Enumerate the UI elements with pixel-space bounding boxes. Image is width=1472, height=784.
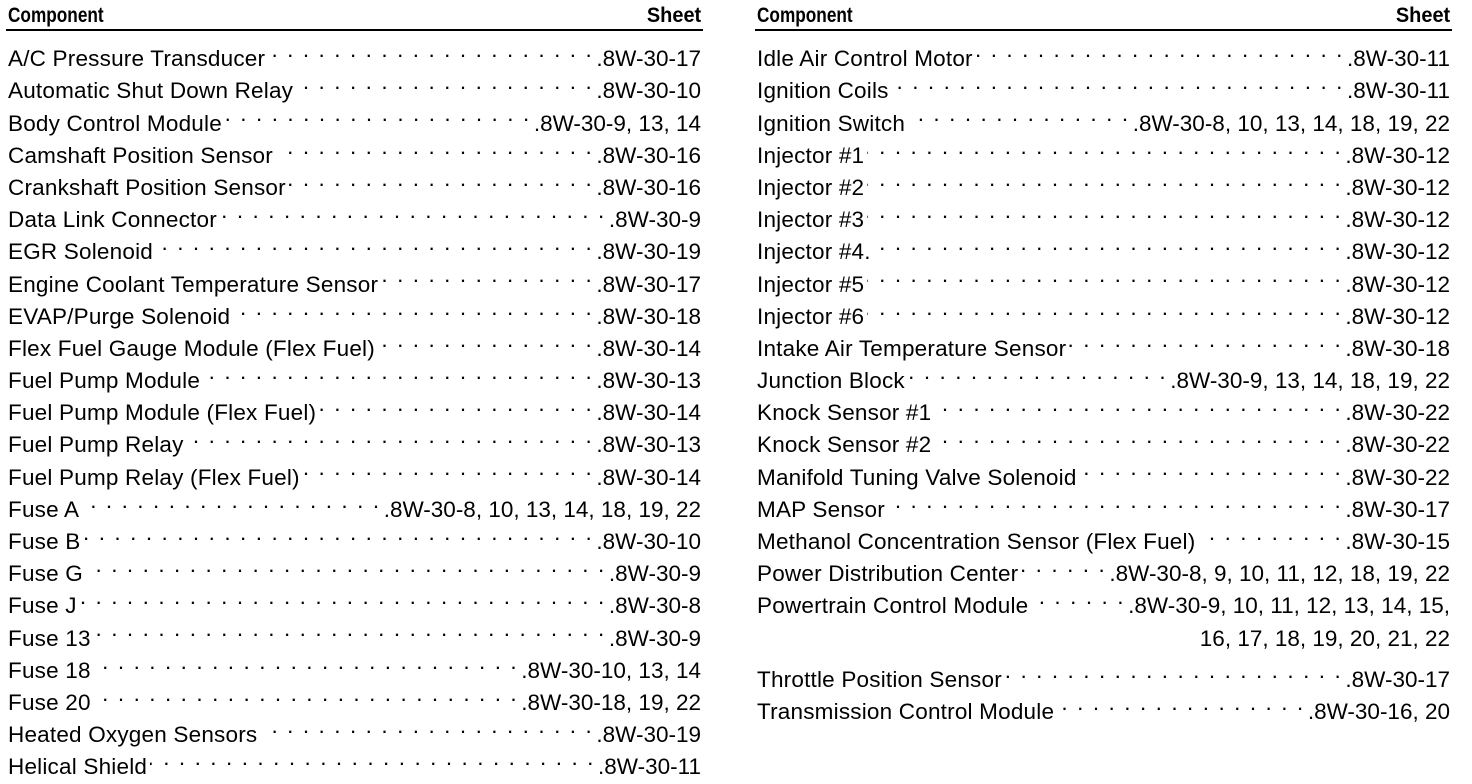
component-name: EGR Solenoid	[8, 239, 153, 265]
dot-leader	[296, 66, 593, 98]
sheet-reference: .8W-30-12	[1345, 239, 1450, 265]
component-name: Body Control Module	[8, 110, 222, 136]
component-name: Fuse A	[8, 496, 80, 522]
component-name: Heated Oxygen Sensors	[8, 722, 258, 748]
left-column-header	[6, 0, 703, 31]
dot-leader	[83, 517, 593, 549]
sheet-reference: .8W-30-17	[1345, 496, 1450, 522]
sheet-reference: .8W-30-22	[1345, 432, 1450, 458]
sheet-reference: .8W-30-13	[596, 432, 701, 458]
component-heading: Component	[8, 4, 104, 27]
dot-leader	[1069, 324, 1342, 356]
right-column-header	[755, 0, 1452, 31]
sheet-reference: .8W-30-16	[596, 142, 701, 168]
dot-leader	[1057, 687, 1305, 719]
component-name: Intake Air Temperature Sensor	[757, 335, 1067, 361]
sheet-reference: .8W-30-19	[596, 722, 701, 748]
dot-leader	[233, 292, 593, 324]
component-name: Injector #3	[757, 207, 865, 233]
sheet-reference: .8W-30-17	[596, 46, 701, 72]
sheet-reference: .8W-30-19	[596, 239, 701, 265]
component-name: Fuse G	[8, 561, 83, 587]
dot-leader	[867, 163, 1342, 195]
component-name: Injector #4.	[757, 239, 871, 265]
index-row	[755, 34, 1452, 72]
index-row	[755, 581, 1452, 655]
index-row	[755, 655, 1452, 692]
sheet-reference: .8W-30-18, 19, 22	[521, 689, 701, 715]
sheet-reference: .8W-30-17	[596, 271, 701, 297]
sheet-reference: .8W-30-9, 13, 14, 18, 19, 22	[1170, 368, 1450, 394]
component-name: Fuse 20	[8, 689, 91, 715]
sheet-reference: .8W-30-13	[596, 368, 701, 394]
dot-leader	[260, 710, 593, 742]
dot-leader	[1005, 655, 1342, 687]
dot-leader	[94, 646, 519, 678]
dot-leader	[934, 420, 1342, 452]
dot-leader	[1080, 452, 1343, 484]
sheet-reference: .8W-30-10, 13, 14	[521, 657, 701, 683]
sheet-reference: .8W-30-12	[1345, 142, 1450, 168]
dot-leader	[867, 131, 1342, 163]
index-row	[6, 549, 703, 587]
component-name: Fuel Pump Relay	[8, 432, 184, 458]
dot-leader	[892, 66, 1344, 98]
dot-leader	[1198, 517, 1342, 549]
dot-leader	[874, 227, 1343, 259]
component-name: Manifold Tuning Valve Solenoid	[757, 464, 1077, 490]
sheet-reference: .8W-30-14	[596, 400, 701, 426]
component-name: MAP Sensor	[757, 496, 885, 522]
dot-leader	[94, 678, 519, 710]
sheet-reference: .8W-30-8, 10, 13, 14, 18, 19, 22	[1132, 110, 1450, 136]
dot-leader	[976, 34, 1344, 66]
component-name: Injector #6	[757, 303, 865, 329]
dot-leader	[289, 163, 594, 195]
dot-leader	[867, 292, 1342, 324]
dot-leader	[303, 452, 594, 484]
component-name: Camshaft Position Sensor	[8, 142, 273, 168]
component-name: Transmission Control Module	[757, 699, 1055, 725]
sheet-heading: Sheet	[1395, 4, 1450, 27]
sheet-reference: .8W-30-10	[596, 78, 701, 104]
sheet-reference: .8W-30-8, 9, 10, 11, 12, 18, 19, 22	[1109, 561, 1450, 587]
sheet-reference: .8W-30-12	[1345, 271, 1450, 297]
dot-leader	[220, 195, 606, 227]
component-name: Powertrain Control Module	[757, 593, 1029, 619]
sheet-reference: .8W-30-11	[598, 754, 701, 780]
component-name: Fuse 13	[8, 625, 91, 651]
sheet-reference: .8W-30-9	[608, 625, 701, 651]
component-name: Idle Air Control Motor	[757, 46, 973, 72]
component-name: Power Distribution Center	[757, 561, 1019, 587]
sheet-reference: .8W-30-17	[1345, 666, 1450, 692]
dot-leader	[94, 613, 606, 645]
sheet-reference: .8W-30-9	[608, 207, 701, 233]
dot-leader	[150, 742, 595, 774]
component-name: Fuel Pump Module (Flex Fuel)	[8, 400, 317, 426]
component-name: Junction Block	[757, 368, 905, 394]
dot-leader	[1021, 549, 1106, 581]
dot-leader	[908, 98, 1130, 130]
component-name: Flex Fuel Gauge Module (Flex Fuel)	[8, 335, 375, 361]
index-row	[6, 34, 703, 72]
sheet-reference: .8W-30-22	[1345, 464, 1450, 490]
dot-leader	[888, 485, 1342, 517]
component-name: Fuse 18	[8, 657, 91, 683]
right-column	[755, 0, 1452, 725]
component-name: Methanol Concentration Sensor (Flex Fuel)	[757, 529, 1196, 554]
sheet-reference: .8W-30-12	[1345, 303, 1450, 329]
dot-leader	[86, 549, 606, 581]
sheet-reference: .8W-30-9, 10, 11, 12, 13, 14, 15,	[1128, 593, 1450, 619]
dot-leader	[225, 98, 531, 130]
sheet-reference: .8W-30-8	[608, 593, 701, 619]
sheet-reference: .8W-30-11	[1347, 78, 1450, 104]
dot-leader	[203, 356, 593, 388]
sheet-reference: .8W-30-9, 13, 14	[533, 110, 701, 136]
sheet-reference: .8W-30-15	[1345, 529, 1450, 554]
sheet-reference: .8W-30-12	[1345, 174, 1450, 200]
component-name: Injector #2	[757, 174, 865, 200]
sheet-heading: Sheet	[646, 4, 701, 27]
dot-leader	[1031, 581, 1125, 613]
sheet-reference: .8W-30-11	[1347, 46, 1450, 72]
dot-leader	[80, 581, 606, 613]
component-name: Fuse J	[8, 593, 77, 619]
dot-leader	[378, 324, 593, 356]
component-name: Fuel Pump Relay (Flex Fuel)	[8, 464, 300, 490]
sheet-reference: .8W-30-22	[1345, 400, 1450, 426]
sheet-reference-continued: 16, 17, 18, 19, 20, 21, 22	[1199, 625, 1450, 651]
dot-leader	[276, 131, 593, 163]
component-name: Data Link Connector	[8, 207, 217, 233]
dot-leader	[934, 388, 1342, 420]
component-name: Injector #5	[757, 271, 865, 297]
component-name: Knock Sensor #1	[757, 400, 932, 426]
sheet-reference: .8W-30-12	[1345, 207, 1450, 233]
sheet-reference: .8W-30-18	[1345, 335, 1450, 361]
sheet-reference: .8W-30-16, 20	[1307, 699, 1450, 725]
component-name: Knock Sensor #2	[757, 432, 932, 458]
component-name: Ignition Coils	[757, 78, 889, 104]
dot-leader	[867, 259, 1342, 291]
sheet-reference: .8W-30-8, 10, 13, 14, 18, 19, 22	[383, 496, 701, 522]
sheet-reference: .8W-30-14	[596, 464, 701, 490]
component-name: Crankshaft Position Sensor	[8, 174, 286, 200]
dot-leader	[319, 388, 593, 420]
left-index-list	[6, 31, 703, 780]
component-name: Automatic Shut Down Relay	[8, 78, 294, 104]
dot-leader	[908, 356, 1167, 388]
dot-leader	[867, 195, 1342, 227]
right-index-list	[755, 31, 1452, 725]
component-name: Engine Coolant Temperature Sensor	[8, 271, 379, 297]
component-name: Ignition Switch	[757, 110, 906, 136]
left-column	[6, 0, 703, 780]
dot-leader	[187, 420, 594, 452]
component-name: EVAP/Purge Solenoid	[8, 303, 231, 329]
component-name: Injector #1	[757, 142, 865, 168]
sheet-reference: .8W-30-14	[596, 335, 701, 361]
sheet-reference: .8W-30-16	[596, 174, 701, 200]
component-name: Fuse B	[8, 529, 81, 554]
sheet-reference: .8W-30-9	[608, 561, 701, 587]
dot-leader	[82, 485, 380, 517]
index-row	[6, 581, 703, 619]
sheet-reference: .8W-30-10	[596, 529, 701, 554]
component-heading: Component	[757, 4, 853, 27]
component-name: A/C Pressure Transducer	[8, 46, 266, 72]
index-row	[6, 613, 703, 651]
dot-leader	[156, 227, 593, 259]
component-name: Throttle Position Sensor	[757, 666, 1002, 692]
index-row	[6, 646, 703, 683]
component-name: Fuel Pump Module	[8, 368, 201, 394]
dot-leader	[268, 34, 593, 66]
component-name: Helical Shield	[8, 754, 148, 780]
sheet-reference: .8W-30-18	[596, 303, 701, 329]
dot-leader	[381, 259, 593, 291]
